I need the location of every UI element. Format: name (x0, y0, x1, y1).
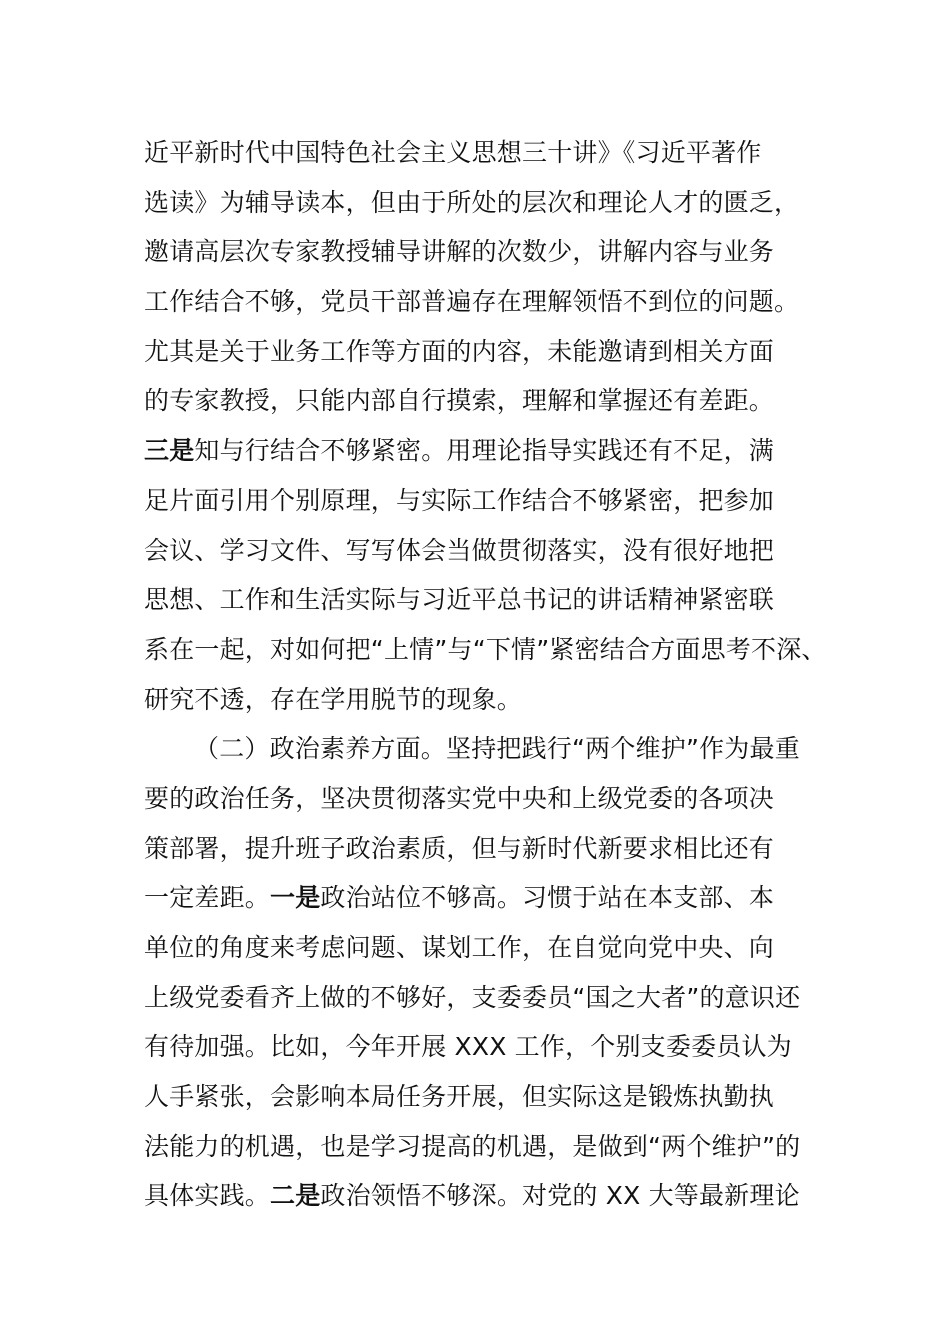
text-line (144, 1171, 814, 1221)
text-segment: 策部署，提升班子政治素质，但与新时代新要求相比还有 (144, 833, 775, 863)
text-line (144, 128, 814, 178)
text-segment: 一定差距。 (144, 883, 271, 913)
text-line (144, 178, 814, 228)
text-line (144, 675, 814, 725)
text-line (144, 227, 814, 277)
text-segment: 思想、工作和生活实际与习近平总书记的讲话精神紧密联 (144, 585, 775, 615)
text-segment: （二）政治素养方面。坚持把践行“两个维护”作为最重 (194, 734, 800, 764)
text-segment: 选读》为辅导读本，但由于所处的层次和理论人才的匮乏， (144, 187, 800, 217)
text-line (144, 923, 814, 973)
text-segment: 知与行结合不够紧密。用理论指导实践还有不足，满 (194, 436, 775, 466)
text-line (144, 625, 827, 675)
text-line (144, 327, 814, 377)
text-line (144, 277, 814, 327)
bold-ordinal-marker: 二是 (270, 1181, 321, 1211)
bold-ordinal-marker: 一是 (270, 883, 321, 913)
text-line (144, 973, 814, 1023)
text-line (144, 476, 814, 526)
text-segment: 单位的角度来考虑问题、谋划工作，在自觉向党中央、向 (144, 933, 775, 962)
text-segment: 邀请高层次专家教授辅导讲解的次数少，讲解内容与业务 (144, 237, 775, 267)
text-segment: 系在一起，对如何把“上情”与“下情”紧密结合方面思考不深、 (144, 634, 827, 664)
text-segment: 有待加强。比如，今年开展 XXX 工作，个别支委委员认为 (144, 1032, 792, 1062)
text-line (144, 575, 814, 625)
text-segment: 会议、学习文件、写写体会当做贯彻落实，没有很好地把 (144, 535, 775, 565)
text-segment: 政治领悟不够深。对党的 XX 大等最新理论 (320, 1181, 800, 1211)
text-line (144, 526, 814, 576)
text-segment: 尤其是关于业务工作等方面的内容，未能邀请到相关方面 (144, 336, 775, 366)
text-line (144, 1122, 814, 1172)
text-line (144, 824, 814, 874)
text-segment: 人手紧张，会影响本局任务开展，但实际这是锻炼执勤执 (144, 1082, 775, 1112)
text-line (144, 724, 814, 774)
text-segment: 政治站位不够高。习惯于站在本支部、本 (320, 883, 775, 913)
text-segment: 工作结合不够，党员干部普遍存在理解领悟不到位的问题。 (144, 287, 800, 317)
text-line (144, 774, 814, 824)
text-segment: 要的政治任务，坚决贯彻落实党中央和上级党委的各项决 (144, 783, 775, 813)
text-segment: 具体实践。 (144, 1181, 271, 1211)
text-line (144, 873, 814, 923)
text-segment: 法能力的机遇，也是学习提高的机遇，是做到“两个维护”的 (144, 1131, 801, 1161)
text-segment: 研究不透，存在学用脱节的现象。 (144, 684, 523, 714)
text-line (144, 376, 814, 426)
bold-ordinal-marker: 三是 (144, 436, 195, 466)
text-line (144, 426, 814, 476)
text-segment: 上级党委看齐上做的不够好，支委委员“国之大者”的意识还 (144, 982, 801, 1012)
text-line (144, 1072, 814, 1122)
text-segment: 足片面引用个别原理，与实际工作结合不够紧密，把参加 (144, 485, 775, 515)
text-line (144, 1022, 814, 1072)
text-segment: 近平新时代中国特色社会主义思想三十讲》《习近平著作 (144, 138, 762, 167)
text-segment: 的专家教授，只能内部自行摸索，理解和掌握还有差距。 (144, 386, 775, 416)
document-body-text (144, 128, 827, 1221)
